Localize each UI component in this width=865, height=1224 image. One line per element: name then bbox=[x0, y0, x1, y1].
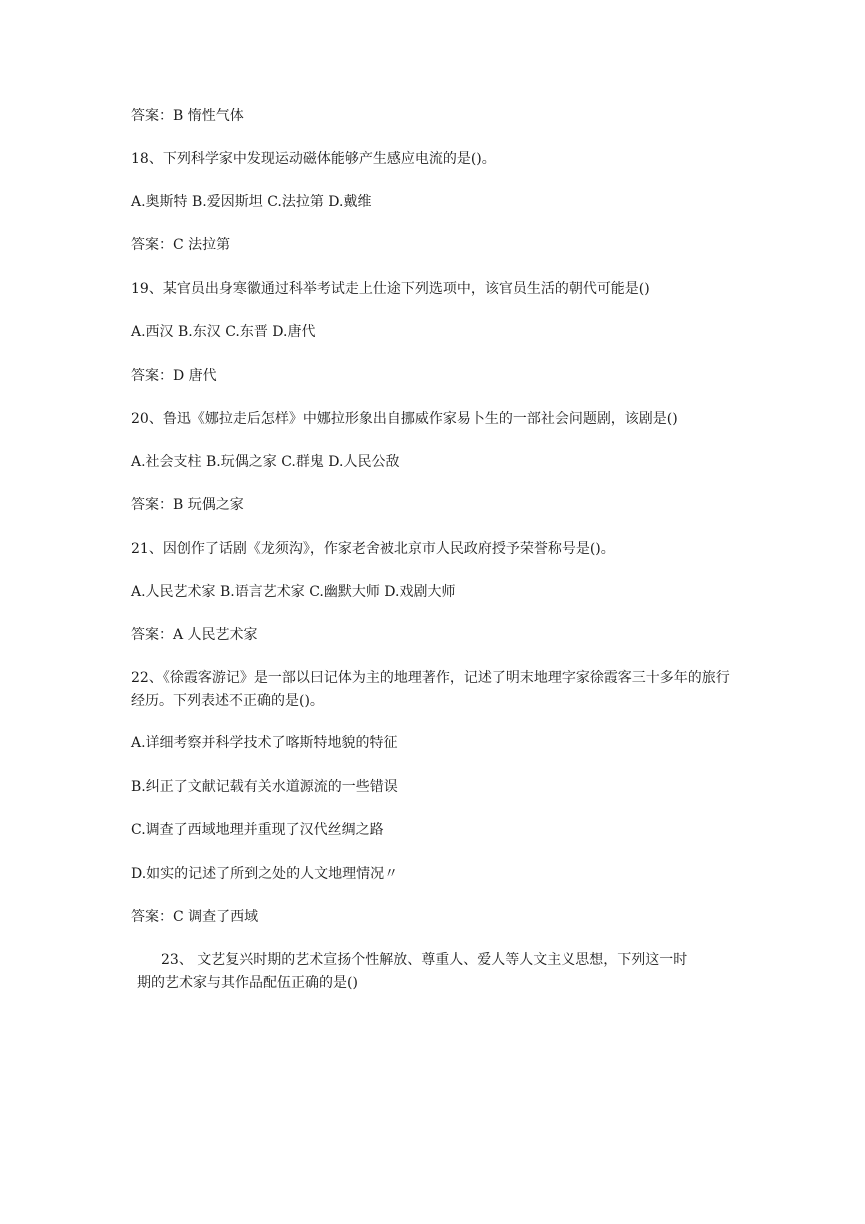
question-23 bbox=[137, 949, 771, 995]
answer-17: 答案：B 惰性气体 bbox=[131, 108, 244, 124]
options-19: A.西汉 B.东汉 C.东晋 D.唐代 bbox=[131, 324, 316, 340]
answer-19: 答案：D 唐代 bbox=[131, 368, 217, 384]
answer-18: 答案：C 法拉第 bbox=[131, 237, 231, 253]
options-20: A.社会支柱 B.玩偶之家 C.群鬼 D.人民公敌 bbox=[131, 454, 400, 470]
question-21: 21、因创作了话剧《龙须沟》，作家老舍被北京市人民政府授予荣誉称号是()。 bbox=[131, 541, 615, 557]
option-22-a: A.详细考察并科学技术了喀斯特地貌的特征 bbox=[131, 735, 398, 751]
question-22: 22、《徐霞客游记》是一部以曰记体为主的地理著作，记述了明末地理字家徐霞客三十多年的旅行经历。下列表述不正确的是()。 bbox=[131, 670, 730, 709]
option-22-b: B.纠正了文献记载有关水道源流的一些错误 bbox=[131, 779, 398, 795]
options-21: A.人民艺术家 B.语言艺术家 C.幽默大师 D.戏剧大师 bbox=[131, 584, 456, 600]
question-20: 20、鲁迅《娜拉走后怎样》中娜拉形象出自挪威作家易卜生的一部社会问题剧，该剧是() bbox=[131, 411, 678, 427]
question-23-line1: 23、 文艺复兴时期的艺术宣扬个性解放、尊重人、爱人等人文主义思想，下列这一时 bbox=[161, 952, 688, 968]
answer-20: 答案：B 玩偶之家 bbox=[131, 497, 244, 513]
answer-21: 答案：A 人民艺术家 bbox=[131, 627, 258, 643]
option-22-c: C.调查了西域地理并重现了汉代丝绸之路 bbox=[131, 822, 384, 838]
answer-22: 答案：C 调查了西域 bbox=[131, 909, 259, 925]
question-18: 18、下列科学家中发现运动磁体能够产生感应电流的是()。 bbox=[131, 151, 496, 167]
options-18: A.奥斯特 B.爱因斯坦 C.法拉第 D.戴维 bbox=[131, 194, 372, 210]
question-19: 19、某官员出身寒徽通过科举考试走上仕途下列选项中，该官员生活的朝代可能是() bbox=[131, 281, 650, 297]
option-22-d: D.如实的记述了所到之处的人文地理情况〃 bbox=[131, 866, 399, 882]
question-23-line2: 期的艺术家与其作品配伍正确的是() bbox=[137, 975, 358, 991]
